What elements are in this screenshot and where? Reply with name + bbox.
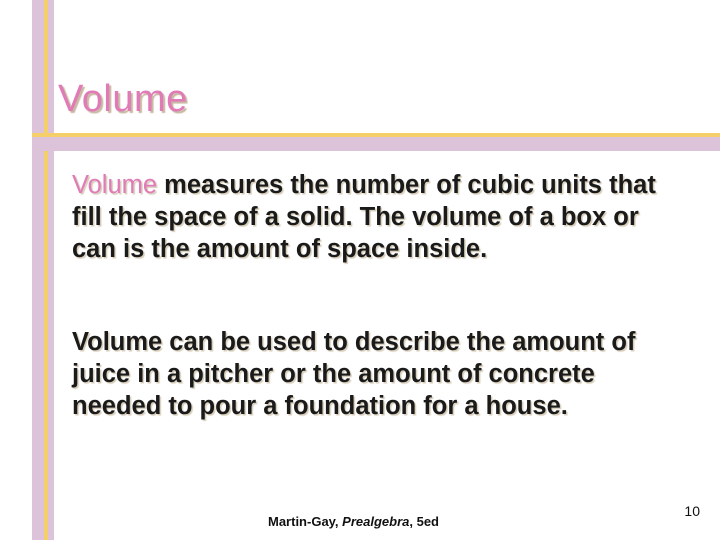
term-volume: Volume bbox=[72, 171, 158, 199]
footer-citation bbox=[268, 514, 439, 529]
footer-author: Martin-Gay, bbox=[268, 514, 343, 529]
frame-horizontal-bar bbox=[32, 137, 720, 151]
usage-paragraph: Volume can be used to describe the amount of juice in a pitcher or the amount of concrete needed to pour a foundation for a house. bbox=[72, 328, 636, 420]
footer-edition: , 5ed bbox=[409, 514, 439, 529]
slide-title: Volume bbox=[58, 78, 188, 120]
frame-vertical-bar-inner bbox=[48, 0, 54, 540]
page-number: 10 bbox=[684, 503, 700, 519]
definition-text: measures the number of cubic units that fill the space of a solid. The volume of a box or can is the amount of space inside. bbox=[72, 171, 656, 263]
definition-paragraph bbox=[72, 169, 682, 265]
frame-vertical-bar bbox=[32, 0, 44, 540]
footer-book-title: Prealgebra bbox=[342, 514, 410, 529]
